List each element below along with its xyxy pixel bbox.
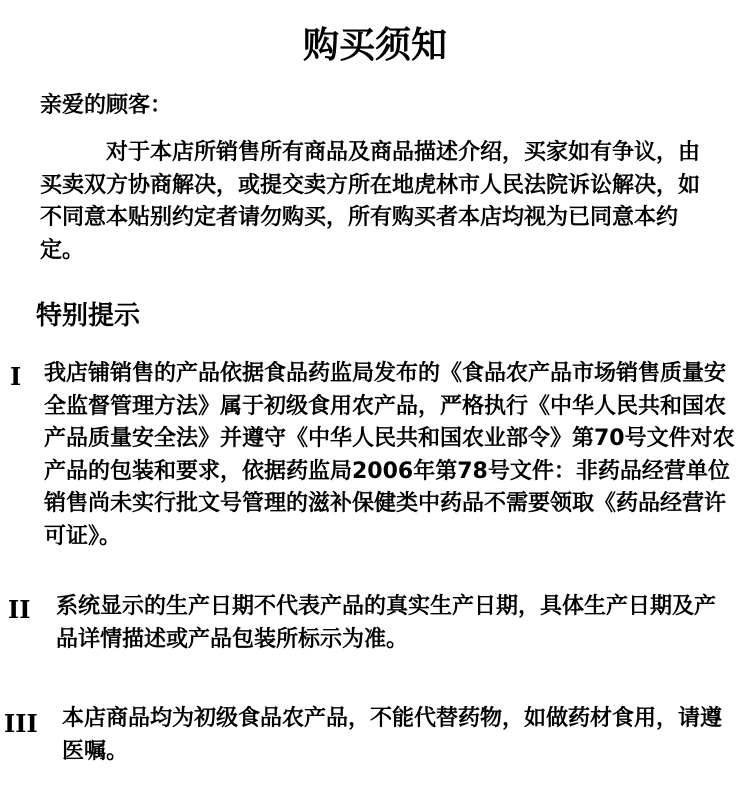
item-numeral: III	[4, 709, 38, 738]
notice-item-text: 系统显示的生产日期不代表产品的真实生产日期，具体生产日期及产品详情描述或产品包装所标示为准。	[56, 594, 717, 652]
notice-heading: 特别提示	[36, 301, 141, 331]
intro-paragraph: 对于本店所销售所有商品及商品描述介绍，买家如有争议，由买卖双方协商解决，或提交卖方所在地虎林市人民法院诉讼解决，如不同意本贴别约定者请勿购买，所有购买者本店均视为已同意本约定。	[40, 140, 701, 263]
item-numeral: I	[10, 362, 22, 391]
notice-item-text: 本店商品均为初级食品农产品，不能代替药物，如做药材食用，请遵医嘱。	[62, 706, 723, 764]
notice-item-text: 我店铺销售的产品依据食品药监局发布的《食品农产品市场销售质量安全监督管理方法》属于初级食用农产品，严格执行《中华人民共和国农产品质量安全法》并遵守《中华人民共和国农业部令》第70号文件对农产品的包装和要求，依据药监局2006年第78号文件：非药品经营单位销售尚未实行批文号管理的滋补保健类中药品不需要领取《药品经营许可证》。	[44, 361, 735, 549]
page-title: 购买须知	[302, 25, 447, 66]
item-numeral: II	[8, 595, 31, 624]
greeting: 亲爱的顾客：	[40, 93, 173, 118]
